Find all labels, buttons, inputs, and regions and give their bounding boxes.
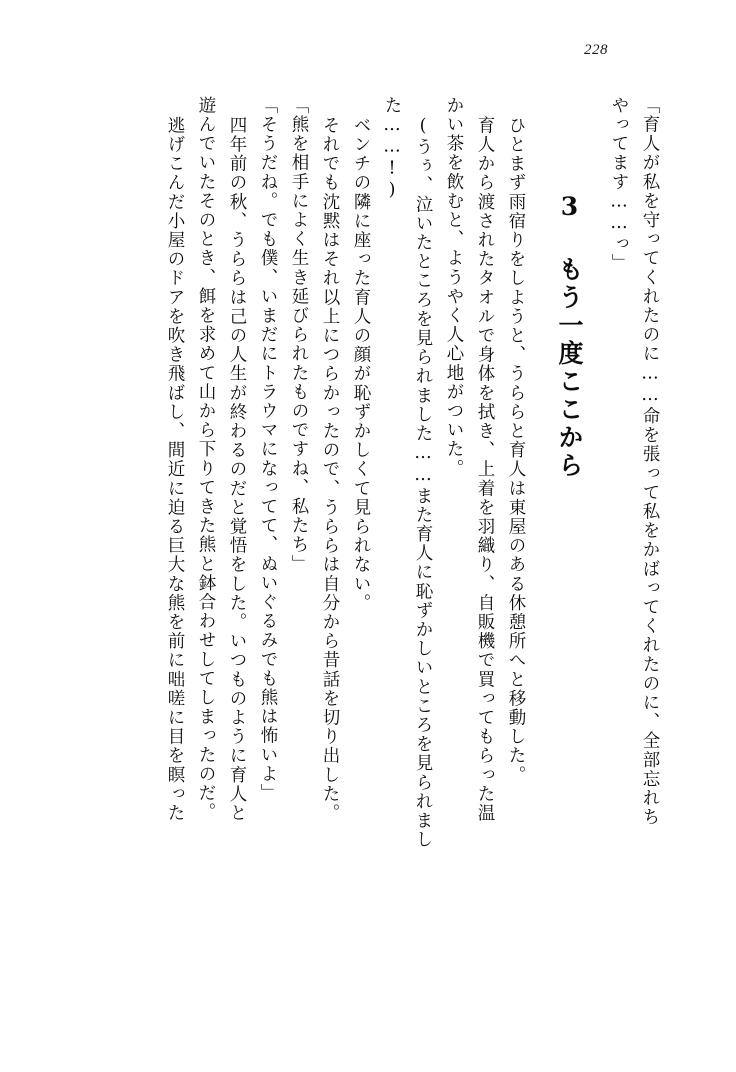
- column-gap: [524, 96, 538, 976]
- text-column-with-ruby: 育人から渡されたタオルで身体を拭き、上着を羽織り、自販機で買ってもらった温: [475, 116, 495, 823]
- text-column: 「育人が私を守ってくれたのに……命を張って私をかばってくれたのに、全部忘れち: [640, 96, 660, 827]
- text-column: ひとまず雨宿りをしようと、うららと育人は東屋のある休憩所へと移動した。: [506, 116, 526, 785]
- text-column: 遊んでいたそのとき、餌を求めて山から下りてきた熊と鉢合わせしてしまったのだ。: [196, 96, 216, 822]
- chapter-heading: 3 もう一度ここから: [555, 192, 584, 480]
- text-column: 四年前の秋、うららは己の人生が終わるのだと覚悟をした。いつものように育人と: [227, 116, 247, 823]
- vertical-text-block: [62, 96, 658, 976]
- text-column: やってます……っ」: [609, 96, 629, 273]
- text-column: 「そうだね。でも僕、いまだにトラウマになってて、ぬいぐるみでも熊は怖いよ」: [258, 96, 278, 803]
- text-column: た……!): [382, 96, 402, 202]
- text-column: 「熊を相手によく生き延びられたものですね、私たち」: [289, 96, 309, 574]
- text-column: 逃げこんだ小屋のドアを吹き飛ばし、間近に迫る巨大な熊を前に咄嗟に目を瞑った: [165, 116, 185, 823]
- text-column: ベンチの隣に座った育人の顔が恥ずかしくて見られない。: [351, 116, 371, 613]
- column-gap: [582, 96, 596, 976]
- text-column: それでも沈黙はそれ以上につらかったので、うららは自分から昔話を切り出した。: [320, 116, 340, 823]
- text-column: かい茶を飲むと、ようやく人心地がついた。: [444, 96, 464, 478]
- page-number: 228: [584, 42, 608, 58]
- text-column: (うぅ、泣いたところを見られました……また育人に恥ずかしいところを見られまし: [413, 116, 433, 850]
